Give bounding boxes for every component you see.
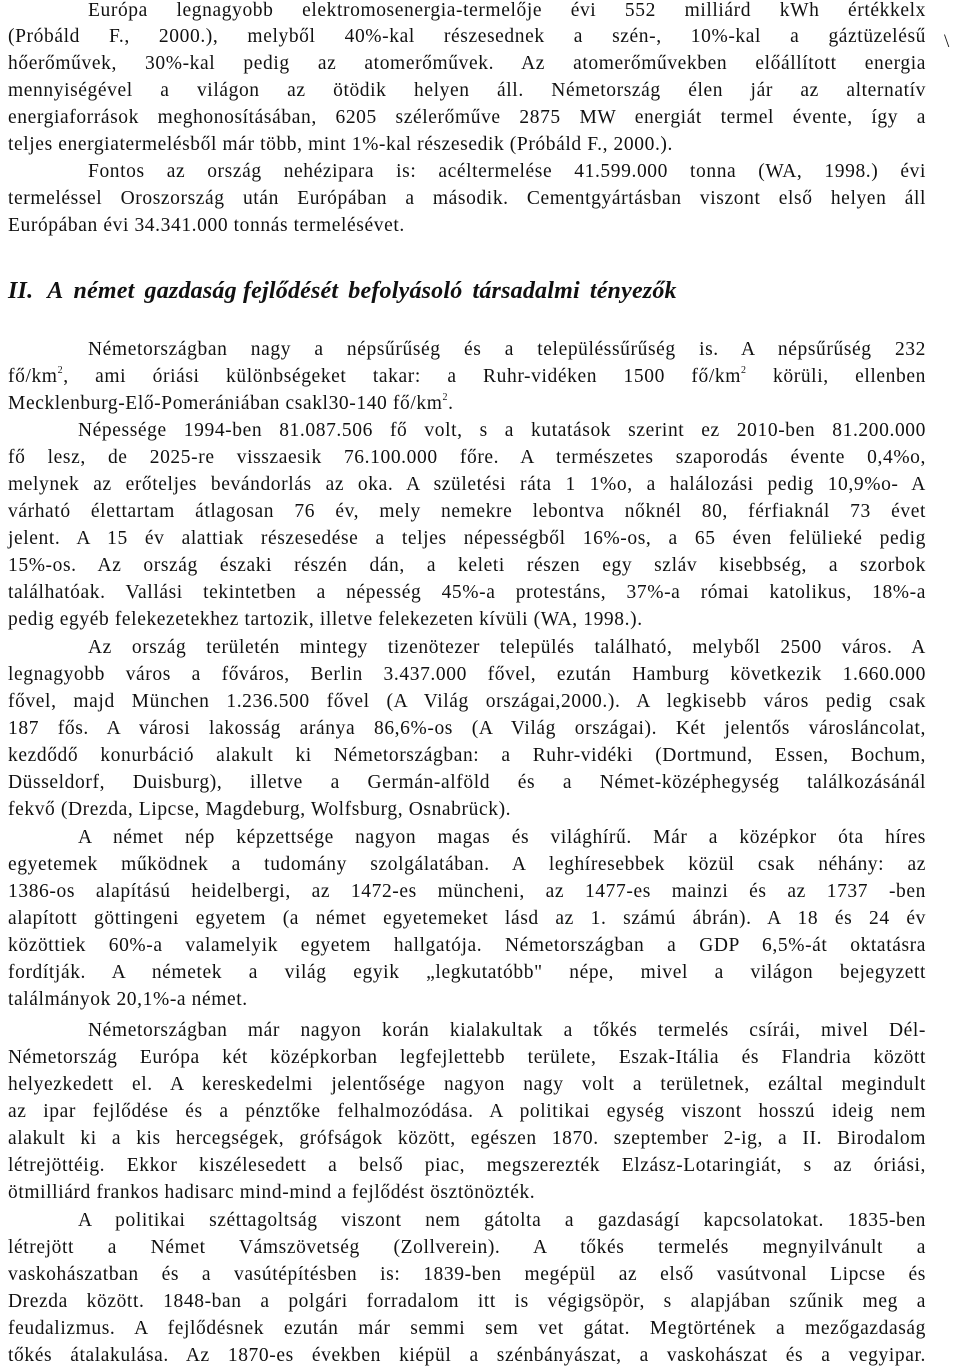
heading-word: A bbox=[47, 278, 64, 304]
text-fragment: , ami óriási különbségeket takar: a Ruhr-vidéken 1500 fő/km bbox=[63, 366, 741, 387]
heading-word: társadalmi bbox=[472, 278, 580, 304]
section-heading bbox=[8, 278, 677, 305]
text-line: legnagyobb város a főváros, Berlin 3.437.000 fővel, ezután Hamburg következik 1.660.000 bbox=[8, 664, 926, 685]
text-line: hőerőművek, 30%-kal pedig az atomerőművek. Az atomerőművekben előállított energia bbox=[8, 53, 926, 74]
heading-word: befolyásoló bbox=[348, 278, 463, 304]
text-line: 1386-os alapítású heidelbergi, az 1472-es müncheni, az 1477-es mainzi és az 1737 -ben bbox=[8, 881, 926, 902]
text-line: Németországban nagy a népsűrűség és a településsűrűség is. A népsűrűség 232 bbox=[88, 339, 926, 360]
text-line: egyetemek működnek a tudomány szolgálatában. A leghíresebbek közül csak néhány: az bbox=[8, 854, 926, 875]
text-line: (Próbáld F., 2000.), melyből 40%-kal részesednek a szén-, 10%-kal a gáztüzelésű bbox=[8, 26, 926, 47]
text-line: ötmilliárd frankos hadisarc mind-mind a fejlődést ösztönözték. bbox=[8, 1182, 536, 1203]
text-line: mennyiségével a világon az ötödik helyen áll. Németország élen jár az alternatív bbox=[8, 80, 926, 101]
text-line: energiaforrások meghonosításában, 6205 szélerőműve 2875 MW energiát termel évente, így a bbox=[8, 107, 926, 128]
text-line: alapított göttingeni egyetem (a német egyetemeket lásd az 1. számú ábrán). A 18 és 24 év bbox=[8, 908, 926, 929]
text-line: melynek az erőteljes bevándorlás az oka. A születési ráta 1 1%o, a halálozási pedig 10,9%o- A bbox=[8, 474, 926, 495]
text-line: 187 fős. A városi lakosság aránya 86,6%-os (A Világ országai). Két jelentős városláncolat, bbox=[8, 718, 926, 739]
text-line: helyezkedett el. A kereskedelmi jelentősége nagyon nagy volt a területnek, ezáltal megindult bbox=[8, 1074, 926, 1095]
text-line bbox=[8, 393, 926, 415]
text-line: pedig egyéb felekezetekhez tartozik, illetve felekezeten kívüli (WA, 1998.). bbox=[8, 609, 643, 630]
text-line: Németország Európa két középkorban legfejlettebb területe, Eszak-Itália és Flandria között bbox=[8, 1047, 926, 1068]
text-fragment: . bbox=[448, 393, 454, 414]
text-line: létrejöttéig. Ekkor kiszélesedett a belső piac, megszerezték Elzász-Lotaringiát, s az óriási, bbox=[8, 1155, 926, 1176]
superscript: 2 bbox=[442, 392, 449, 403]
superscript: 2 bbox=[57, 365, 64, 376]
text-line: tőkés átalakulása. Az 1870-es években kiépül a szénbányászat, a vaskohászat és a vegyipar. bbox=[8, 1345, 926, 1366]
heading-word: gazdaság fejlődését bbox=[144, 278, 339, 304]
text-line: közöttiek 60%-a valamelyik egyetem hallgatója. Németországban a GDP 6,5%-át oktatásra bbox=[8, 935, 926, 956]
text-line: Európában évi 34.341.000 tonnás termelésévet. bbox=[8, 215, 405, 236]
text-line: alakult ki a kis hercegségek, grófságok között, egészen 1870. szeptember 2-ig, a II. Birodalom bbox=[8, 1128, 926, 1149]
heading-word: német bbox=[73, 278, 135, 304]
text-line: Németországban már nagyon korán kialakultak a tőkés termelés csírái, mivel Dél- bbox=[88, 1020, 926, 1041]
text-line: fekvő (Drezda, Lipcse, Magdeburg, Wolfsburg, Osnabrück). bbox=[8, 799, 512, 820]
text-line bbox=[8, 366, 926, 388]
text-line: A politikai széttagoltság viszont nem gátolta a gazdaságí kapcsolatokat. 1835-ben bbox=[78, 1210, 926, 1231]
text-line: 15%-os. Az ország északi részén dán, a keleti részen egy szláv kisebbség, a szorbok bbox=[8, 555, 926, 576]
text-line: várható élettartam átlagosan 76 év, mely nemekre lebontva nőknél 80, férfiaknál 73 évet bbox=[8, 501, 926, 522]
text-line: Düsseldorf, Duisburg), illetve a Germán-alföld és a Német-középhegység találkozásánál bbox=[8, 772, 926, 793]
text-fragment: Mecklenburg-Elő-Pomerániában csakl30-140 fő/km bbox=[8, 393, 443, 414]
text-line: fővel, majd München 1.236.500 fővel (A Világ országai,2000.). A legkisebb város pedig csak bbox=[8, 691, 926, 712]
text-line: találhatóak. Vallási tekintetben a népesség 45%-a protestáns, 37%-a római katolikus, 18%-a bbox=[8, 582, 926, 603]
text-line: Drezda között. 1848-ban a polgári forradalom itt is végigsöpör, s alapjában szűnik meg a bbox=[8, 1291, 926, 1312]
text-line: az ipar fejlődése és a pénztőke felhalmozódása. A politikai egység viszont hosszú ideig nem bbox=[8, 1101, 926, 1122]
text-line: vaskohászatban és a vasútépítésben is: 1839-ben megépül az első vasútvonal Lipcse és bbox=[8, 1264, 926, 1285]
text-line: Fontos az ország nehézipara is: acéltermelése 41.599.000 tonna (WA, 1998.) évi bbox=[88, 161, 926, 182]
text-line: létrejött a Német Vámszövetség (Zollverein). A tőkés termelés megnyilvánult a bbox=[8, 1237, 926, 1258]
text-line: Az ország területén mintegy tizenötezer település található, melyből 2500 város. A bbox=[88, 637, 926, 658]
text-fragment: körüli, ellenben bbox=[746, 366, 926, 387]
heading-word: tényezők bbox=[589, 278, 677, 304]
text-line: jelent. A 15 év alattiak részesedése a teljes népességből 16%-os, a 65 éven felülieké pedig bbox=[8, 528, 926, 549]
section-number: II. bbox=[8, 278, 34, 304]
superscript: 2 bbox=[740, 365, 747, 376]
text-line: Népessége 1994-ben 81.087.506 fő volt, s a kutatások szerint ez 2010-ben 81.200.000 bbox=[78, 420, 926, 441]
text-line: feudalizmus. A fejlődésnek ezután már semmi sem vet gátat. Megtörtének a mezőgazdaság bbox=[8, 1318, 926, 1339]
text-fragment: fő/km bbox=[8, 366, 58, 387]
text-line: találmányok 20,1%-a német. bbox=[8, 989, 248, 1010]
text-line: Európa legnagyobb elektromosenergia-termelője évi 552 milliárd kWh értékkelx bbox=[88, 0, 926, 21]
text-line: A német nép képzettsége nagyon magas és világhírű. Már a középkor óta híres bbox=[78, 827, 926, 848]
text-line: fő lesz, de 2025-re visszaesik 76.100.000 főre. A természetes szaporodás évente 0,4%o, bbox=[8, 447, 926, 468]
text-line: fordítják. A németek a világ egyik „legkutatóbb" népe, mivel a világon bejegyzett bbox=[8, 962, 926, 983]
text-line: teljes energiatermelésből már több, mint 1%-kal részesedik (Próbáld F., 2000.). bbox=[8, 134, 673, 155]
text-line: kezdődő konurbáció alakult ki Németországban: a Ruhr-vidéki (Dortmund, Essen, Bochum, bbox=[8, 745, 926, 766]
margin-mark: \ bbox=[944, 31, 950, 52]
text-line: termeléssel Oroszország után Európában a második. Cementgyártásban viszont első helyen áll bbox=[8, 188, 926, 209]
